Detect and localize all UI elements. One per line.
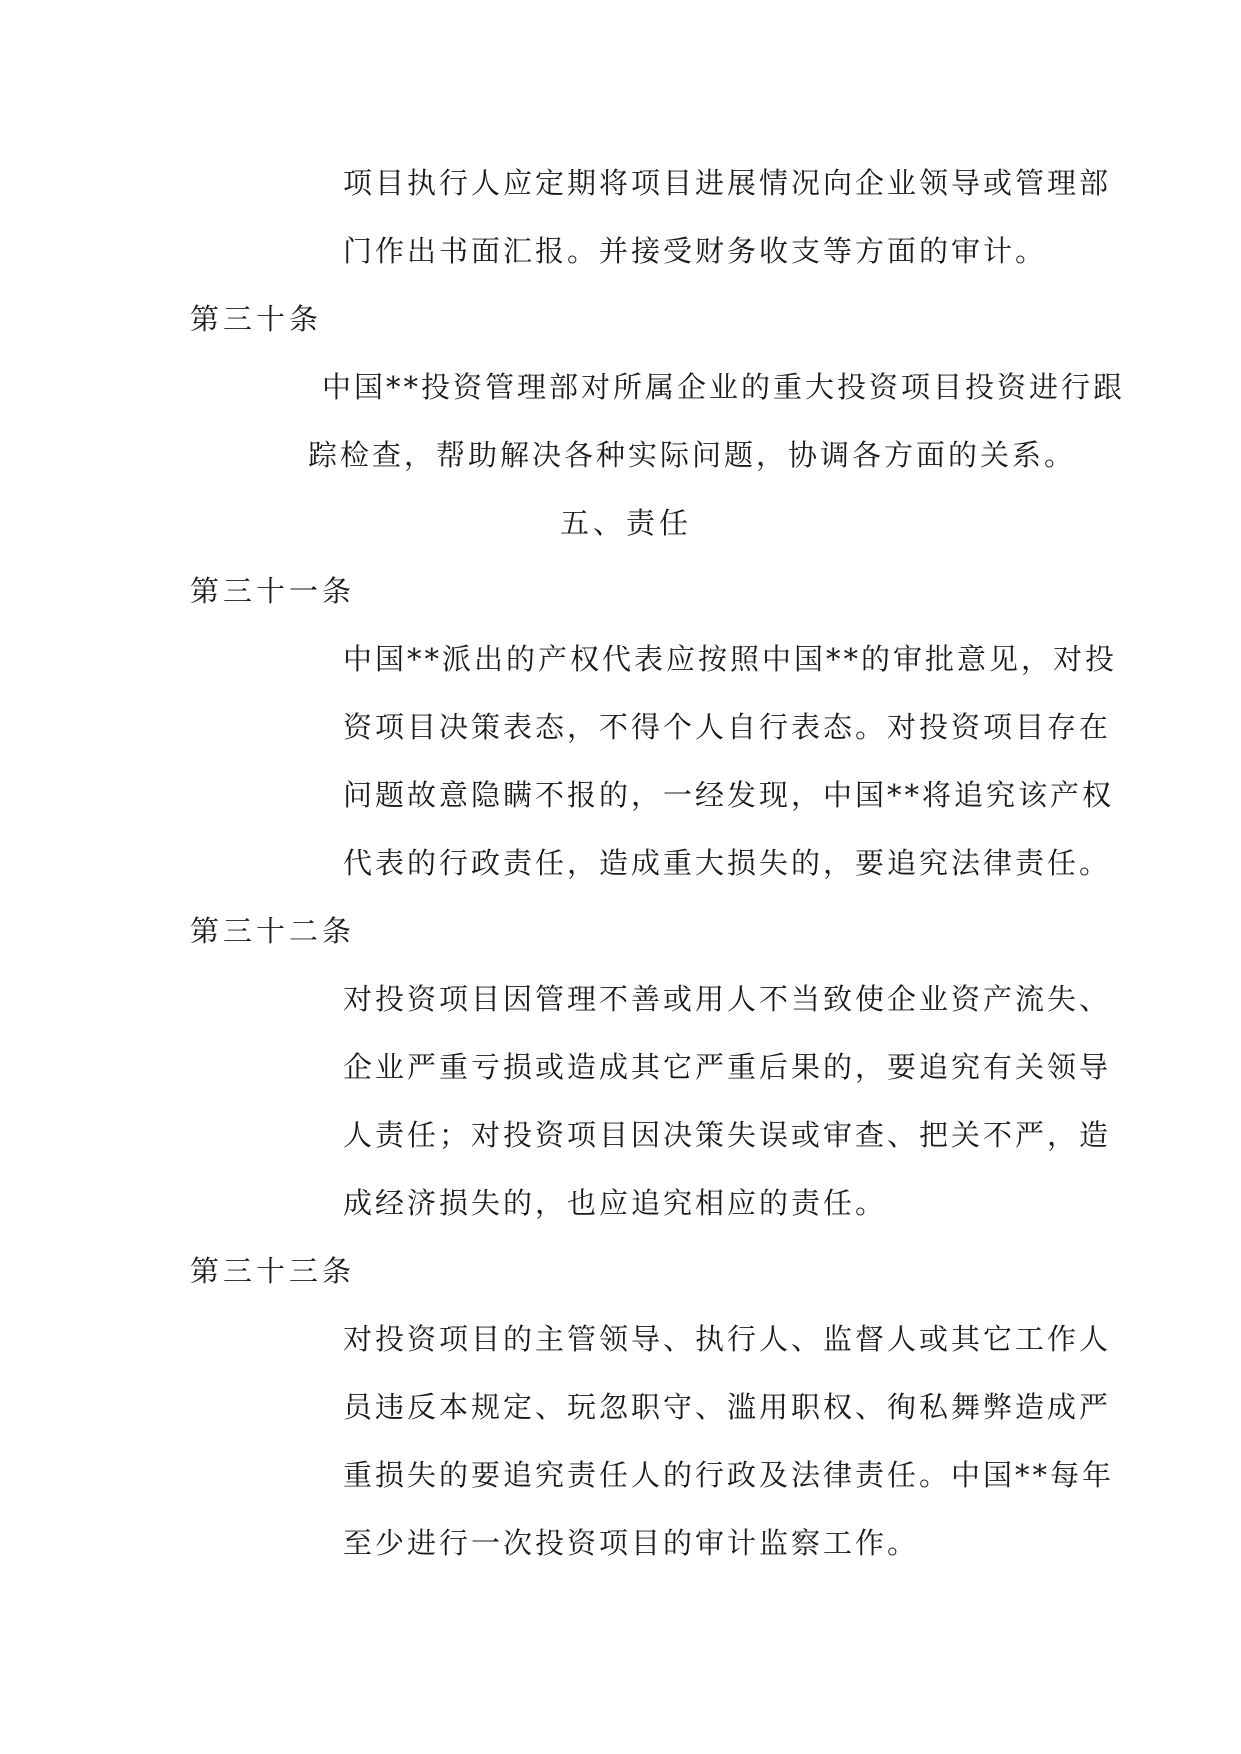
section-title: 五、责任	[560, 506, 693, 540]
paragraph-line: 踪检查，帮助解决各种实际问题，协调各方面的关系。	[308, 438, 1077, 472]
paragraph-line: 人责任；对投资项目因决策失误或审查、把关不严，造	[343, 1118, 1112, 1152]
paragraph-line: 成经济损失的，也应追究相应的责任。	[343, 1186, 888, 1220]
paragraph-line: 至少进行一次投资项目的审计监察工作。	[343, 1526, 920, 1560]
paragraph-line: 门作出书面汇报。并接受财务收支等方面的审计。	[343, 234, 1048, 268]
article-heading: 第三十二条	[190, 914, 356, 948]
paragraph-line: 对投资项目的主管领导、执行人、监督人或其它工作人	[343, 1322, 1112, 1356]
paragraph-line: 员违反本规定、玩忽职守、滥用职权、徇私舞弊造成严	[343, 1390, 1112, 1424]
paragraph-line: 中国**派出的产权代表应按照中国**的审批意见，对投	[343, 642, 1118, 676]
paragraph-line: 项目执行人应定期将项目进展情况向企业领导或管理部	[343, 166, 1112, 200]
article-heading: 第三十条	[190, 302, 323, 336]
article-heading: 第三十一条	[190, 574, 356, 608]
paragraph-line: 资项目决策表态，不得个人自行表态。对投资项目存在	[343, 710, 1112, 744]
paragraph-line: 问题故意隐瞒不报的，一经发现，中国**将追究该产权	[343, 778, 1115, 812]
paragraph-line: 中国**投资管理部对所属企业的重大投资项目投资进行跟	[322, 370, 1126, 404]
paragraph-line: 代表的行政责任，造成重大损失的，要追究法律责任。	[343, 846, 1112, 880]
paragraph-line: 重损失的要追究责任人的行政及法律责任。中国**每年	[343, 1458, 1115, 1492]
paragraph-line: 对投资项目因管理不善或用人不当致使企业资产流失、	[343, 982, 1112, 1016]
paragraph-line: 企业严重亏损或造成其它严重后果的，要追究有关领导	[343, 1050, 1112, 1084]
article-heading: 第三十三条	[190, 1254, 356, 1288]
